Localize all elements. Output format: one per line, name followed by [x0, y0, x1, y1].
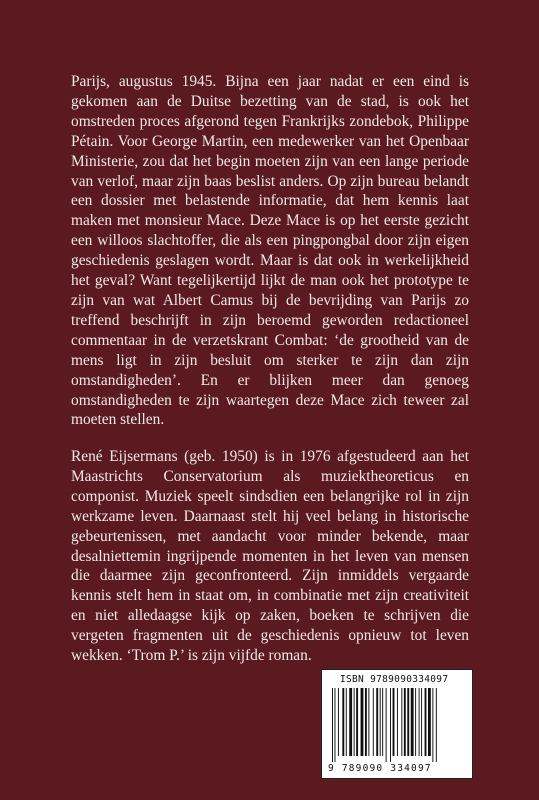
barcode-bar: [407, 688, 409, 756]
author-bio: René Eijsermans (geb. 1950) is in 1976 afgestudeerd aan het Maastrichts Conservatorium als muziektheoreticus en componist. Muziek speelt sindsdien een belangrijke rol in zijn werkzame leven. Daarnaast stelt hij veel belang in historische gebeurtenissen, met aandacht voor minder bekende, maar desalniettemin ingrijpende momenten in het leven van mensen die daarmee zijn geconfronteerd. Zijn inmiddels vergaarde kennis stelt hem in staat om, in combinatie met zijn creativiteit en niet alledaagse kijk op zaken, boeken te schrijven die vergeten fragmenten uit de geschiedenis opnieuw tot leven wekken. ‘Trom P.’ is zijn vijfde roman.: [71, 448, 469, 665]
barcode-bar: [397, 688, 398, 756]
barcode-bar: [393, 688, 395, 756]
isbn-label: ISBN 9789090334097: [340, 674, 449, 685]
barcode-bar: [335, 688, 336, 762]
barcode-bar: [342, 688, 344, 756]
barcode-bar: [368, 688, 369, 756]
barcode-bar: [373, 688, 374, 756]
barcode-bar: [428, 688, 431, 756]
barcode-bar: [425, 688, 427, 756]
barcode-bar: [404, 688, 406, 756]
barcode-bar: [382, 688, 383, 756]
barcode-bar: [380, 688, 381, 756]
barcode-bar: [401, 688, 402, 756]
barcode-bar: [421, 688, 422, 756]
barcode-bar: [365, 688, 367, 756]
barcode-bar: [354, 688, 355, 756]
barcode-bar: [376, 688, 378, 756]
book-description: Parijs, augustus 1945. Bijna een jaar nadat er een eind is gekomen aan de Duitse bezetting van de stad, is ook het omstreden proces afgerond tegen Frankrijks zondebok, Philippe Pétain. Voor George Martin, een medewerker van het Openbaar Ministerie, zou dat het begin moeten zijn van een lange periode van verlof, maar zijn baas beslist anders. Op zijn bureau belandt een dossier met belastende informatie, dat hem kennis laat maken met monsieur Mace. Deze Mace is op het eerste gezicht een willoos slachtoffer, die als een pingpongbal door zijn eigen geschiedenis geslagen wordt. Maar is dat ook in werkelijkheid het geval? Want tegelijkertijd lijkt de man ook het prototype te zijn van wat Albert Camus bij de bevrijding van Parijs zo treffend beschrijft in zijn beroemd geworden redactioneel commentaar in de verzetskrant Combat: ‘de grootheid van de mens ligt in zijn besluit om sterker te zijn dan zijn omstandigheden’. En er blijken meer dan genoeg omstandigheden te zijn waartegen deze Mace zich teweer zal moeten stellen.: [71, 73, 469, 429]
barcode-bar: [432, 688, 433, 762]
isbn-digits: 9 789090 334097: [328, 763, 432, 774]
barcode-bar: [386, 688, 387, 762]
barcode-bar: [436, 688, 437, 762]
barcode-bar: [419, 688, 420, 756]
barcode-bar: [361, 688, 364, 756]
barcode-bar: [356, 688, 358, 756]
isbn-barcode: [321, 669, 473, 779]
barcode-bar: [411, 688, 414, 756]
barcode-bar: [349, 688, 352, 756]
barcode-bar: [415, 688, 416, 756]
barcode-bars-icon: [332, 688, 463, 762]
barcode-bar: [346, 688, 347, 756]
barcode-bar: [338, 688, 339, 756]
barcode-bar: [390, 688, 391, 762]
barcode-bar: [332, 688, 333, 762]
